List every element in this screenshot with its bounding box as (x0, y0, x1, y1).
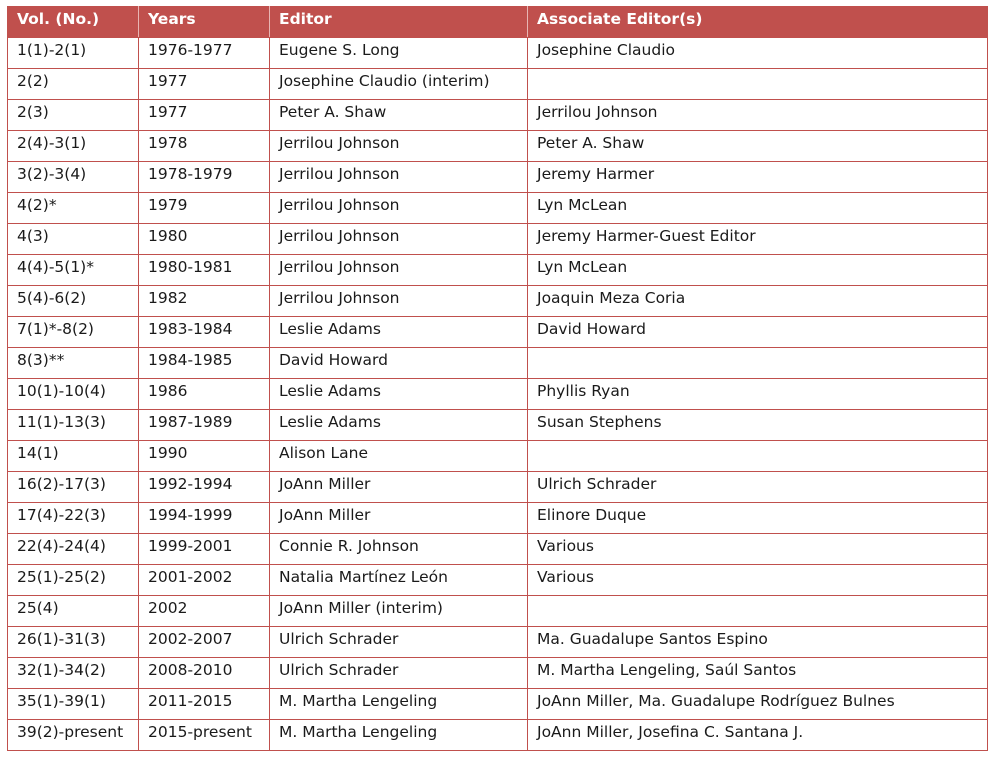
table-row (8, 255, 988, 286)
cell-editor: Peter A. Shaw (270, 100, 528, 131)
table-row (8, 720, 988, 751)
table-row (8, 472, 988, 503)
cell-volume: 3(2)-3(4) (8, 162, 139, 193)
table-row (8, 565, 988, 596)
cell-associate-editors: Ma. Guadalupe Santos Espino (528, 627, 988, 658)
cell-years: 2002 (139, 596, 270, 627)
cell-associate-editors (528, 348, 988, 379)
cell-volume: 4(3) (8, 224, 139, 255)
table-row (8, 534, 988, 565)
cell-editor: JoAnn Miller (270, 472, 528, 503)
cell-associate-editors: Lyn McLean (528, 193, 988, 224)
cell-years: 2001-2002 (139, 565, 270, 596)
table-row (8, 596, 988, 627)
table-body (8, 38, 988, 751)
cell-years: 1984-1985 (139, 348, 270, 379)
cell-associate-editors: Jeremy Harmer (528, 162, 988, 193)
table-header (8, 7, 988, 38)
table-row (8, 317, 988, 348)
cell-editor: Alison Lane (270, 441, 528, 472)
cell-associate-editors: Peter A. Shaw (528, 131, 988, 162)
cell-associate-editors: Various (528, 565, 988, 596)
header-editor: Editor (270, 7, 528, 38)
cell-editor: Ulrich Schrader (270, 627, 528, 658)
cell-years: 1978-1979 (139, 162, 270, 193)
cell-volume: 26(1)-31(3) (8, 627, 139, 658)
cell-years: 1979 (139, 193, 270, 224)
cell-associate-editors: David Howard (528, 317, 988, 348)
cell-volume: 11(1)-13(3) (8, 410, 139, 441)
table-row (8, 131, 988, 162)
cell-years: 2002-2007 (139, 627, 270, 658)
cell-editor: Leslie Adams (270, 317, 528, 348)
cell-associate-editors: Elinore Duque (528, 503, 988, 534)
cell-years: 1977 (139, 100, 270, 131)
table-row (8, 348, 988, 379)
cell-years: 2008-2010 (139, 658, 270, 689)
cell-volume: 17(4)-22(3) (8, 503, 139, 534)
cell-years: 1983-1984 (139, 317, 270, 348)
cell-editor: Jerrilou Johnson (270, 162, 528, 193)
cell-volume: 25(4) (8, 596, 139, 627)
table-row (8, 410, 988, 441)
cell-volume: 2(3) (8, 100, 139, 131)
header-years: Years (139, 7, 270, 38)
cell-volume: 2(4)-3(1) (8, 131, 139, 162)
cell-volume: 35(1)-39(1) (8, 689, 139, 720)
cell-associate-editors: Jerrilou Johnson (528, 100, 988, 131)
cell-associate-editors: Ulrich Schrader (528, 472, 988, 503)
cell-associate-editors: Josephine Claudio (528, 38, 988, 69)
table-row (8, 162, 988, 193)
cell-editor: Eugene S. Long (270, 38, 528, 69)
cell-volume: 10(1)-10(4) (8, 379, 139, 410)
cell-volume: 16(2)-17(3) (8, 472, 139, 503)
cell-associate-editors: Lyn McLean (528, 255, 988, 286)
cell-associate-editors: JoAnn Miller, Josefina C. Santana J. (528, 720, 988, 751)
table-row (8, 689, 988, 720)
cell-volume: 4(4)-5(1)* (8, 255, 139, 286)
cell-years: 2015-present (139, 720, 270, 751)
header-volume: Vol. (No.) (8, 7, 139, 38)
cell-years: 1978 (139, 131, 270, 162)
table-row (8, 441, 988, 472)
table-row (8, 69, 988, 100)
cell-editor: Jerrilou Johnson (270, 131, 528, 162)
cell-editor: M. Martha Lengeling (270, 689, 528, 720)
cell-volume: 22(4)-24(4) (8, 534, 139, 565)
cell-associate-editors: Various (528, 534, 988, 565)
cell-years: 1980 (139, 224, 270, 255)
cell-editor: JoAnn Miller (interim) (270, 596, 528, 627)
cell-editor: JoAnn Miller (270, 503, 528, 534)
cell-editor: Jerrilou Johnson (270, 224, 528, 255)
cell-years: 2011-2015 (139, 689, 270, 720)
cell-editor: Leslie Adams (270, 410, 528, 441)
cell-editor: Jerrilou Johnson (270, 286, 528, 317)
cell-volume: 4(2)* (8, 193, 139, 224)
cell-associate-editors: JoAnn Miller, Ma. Guadalupe Rodríguez Bulnes (528, 689, 988, 720)
table-row (8, 193, 988, 224)
cell-years: 1992-1994 (139, 472, 270, 503)
cell-years: 1977 (139, 69, 270, 100)
table-row (8, 658, 988, 689)
cell-associate-editors: Susan Stephens (528, 410, 988, 441)
cell-volume: 14(1) (8, 441, 139, 472)
cell-associate-editors (528, 69, 988, 100)
cell-editor: David Howard (270, 348, 528, 379)
table-row (8, 286, 988, 317)
editors-table-container (7, 6, 987, 751)
cell-editor: Connie R. Johnson (270, 534, 528, 565)
cell-associate-editors (528, 441, 988, 472)
cell-volume: 32(1)-34(2) (8, 658, 139, 689)
cell-volume: 25(1)-25(2) (8, 565, 139, 596)
cell-volume: 8(3)** (8, 348, 139, 379)
editors-table (7, 6, 988, 751)
table-row (8, 224, 988, 255)
header-associate-editors: Associate Editor(s) (528, 7, 988, 38)
cell-years: 1982 (139, 286, 270, 317)
cell-years: 1986 (139, 379, 270, 410)
cell-associate-editors: Joaquin Meza Coria (528, 286, 988, 317)
cell-editor: Leslie Adams (270, 379, 528, 410)
cell-years: 1980-1981 (139, 255, 270, 286)
table-row (8, 503, 988, 534)
cell-volume: 5(4)-6(2) (8, 286, 139, 317)
cell-years: 1976-1977 (139, 38, 270, 69)
cell-volume: 2(2) (8, 69, 139, 100)
cell-associate-editors: M. Martha Lengeling, Saúl Santos (528, 658, 988, 689)
cell-editor: Jerrilou Johnson (270, 255, 528, 286)
cell-associate-editors: Phyllis Ryan (528, 379, 988, 410)
cell-editor: M. Martha Lengeling (270, 720, 528, 751)
cell-editor: Ulrich Schrader (270, 658, 528, 689)
cell-associate-editors (528, 596, 988, 627)
table-row (8, 379, 988, 410)
table-row (8, 38, 988, 69)
cell-associate-editors: Jeremy Harmer-Guest Editor (528, 224, 988, 255)
cell-editor: Jerrilou Johnson (270, 193, 528, 224)
cell-editor: Natalia Martínez León (270, 565, 528, 596)
cell-years: 1990 (139, 441, 270, 472)
cell-editor: Josephine Claudio (interim) (270, 69, 528, 100)
table-row (8, 100, 988, 131)
cell-years: 1987-1989 (139, 410, 270, 441)
cell-years: 1999-2001 (139, 534, 270, 565)
table-row (8, 627, 988, 658)
cell-volume: 39(2)-present (8, 720, 139, 751)
cell-years: 1994-1999 (139, 503, 270, 534)
cell-volume: 7(1)*-8(2) (8, 317, 139, 348)
header-row (8, 7, 988, 38)
cell-volume: 1(1)-2(1) (8, 38, 139, 69)
